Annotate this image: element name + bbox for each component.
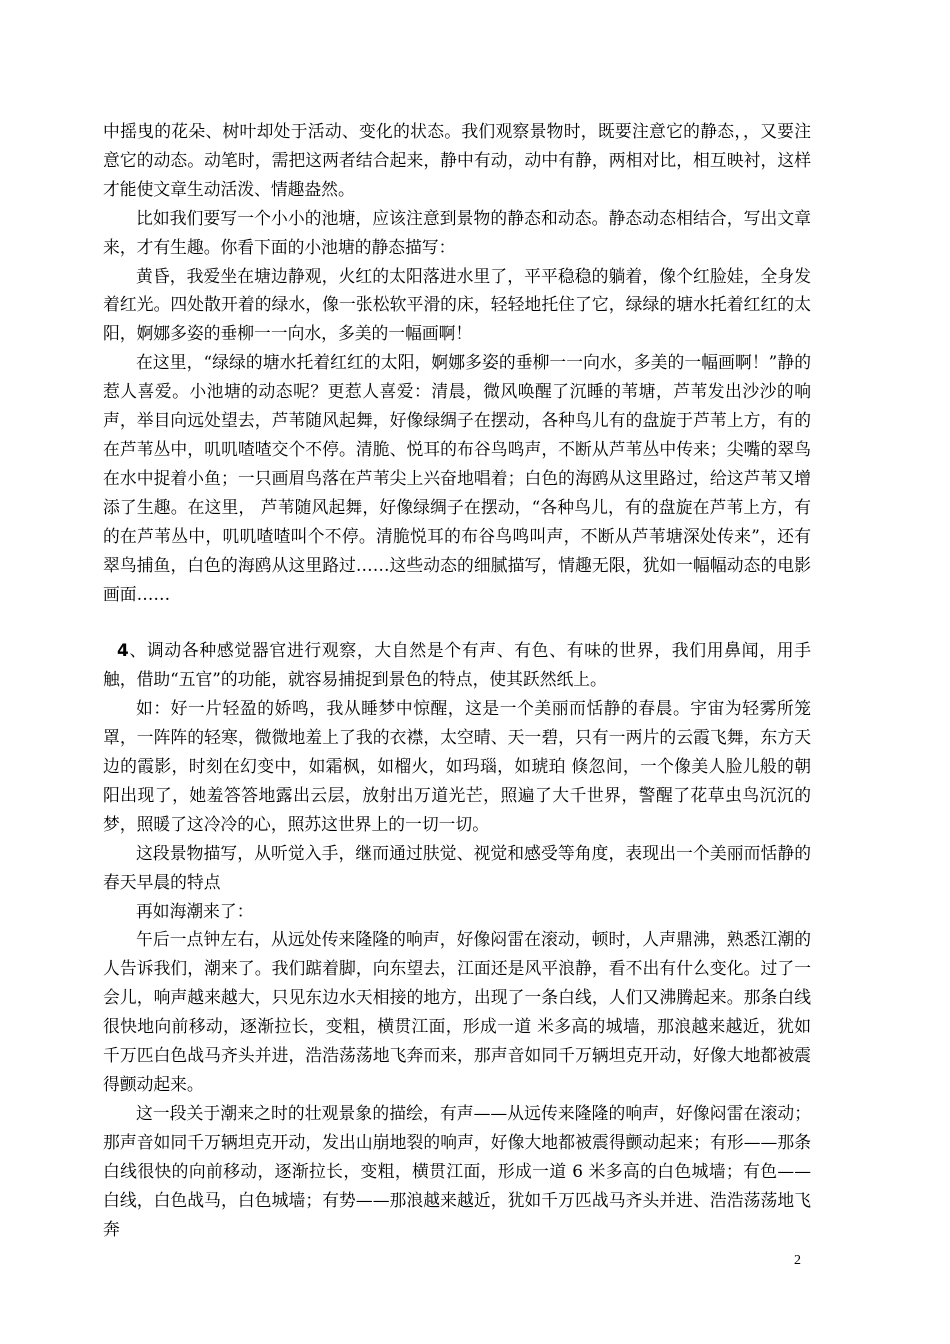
page-number: 2 [794,1253,801,1268]
paragraph: 再如海潮来了： [136,900,254,921]
paragraph: 这一段关于潮来之时的壮观景象的描绘，有声——从远传来隆隆的响声，好像闷雷在滚动；那声音如同千万辆坦克开动，发出山崩地裂的响声，好像大地都被震得颤动起来；有形——那条白线很快的向前移动，逐渐拉长，变粗，横贯江面，形成一道 6 米多高的白色城墙；有色——白线，白色战马，白色城墙；有势——那浪越来越近，犹如千万匹战马齐头并进、浩浩荡荡地飞奔 [103,1102,811,1239]
paragraph: 中摇曳的花朵、树叶却处于活动、变化的状态。我们观察景物时，既要注意它的静态，，又要注意它的动态。动笔时，需把这两者结合起来，静中有动，动中有静，两相对比，相互映衬，这样才能使文章生动活泼、情趣盎然。 [103,121,811,199]
section-number: 4 [117,640,129,661]
paragraph: 黄昏，我爱坐在塘边静观，火红的太阳落进水里了，平平稳稳的躺着，像个红脸娃，全身发着红光。四处散开着的绿水，像一张松软平滑的床，轻轻地托住了它，绿绿的塘水托着红红的太阳，婀娜多姿的垂柳一一向水，多美的一幅画啊！ [103,265,811,344]
paragraph: 比如我们要写一个小小的池塘，应该注意到景物的静态和动态。静态动态相结合，写出文章来，才有生趣。你看下面的小池塘的静态描写： [103,207,811,257]
paragraph: 这段景物描写，从听觉入手，继而通过肤觉、视觉和感受等角度，表现出一个美丽而恬静的春天早晨的特点 [103,842,811,892]
paragraph: 如：好一片轻盈的娇鸣，我从睡梦中惊醒，这是一个美丽而恬静的春晨。宇宙为轻雾所笼罩，一阵阵的轻寒，微微地羞上了我的衣襟，太空晴、天一碧，只有一两片的云霞飞舞，东方天边的霞影，时刻在幻变中，如霜枫，如榴火，如玛瑙，如琥珀 倏忽间，一个像美人脸儿般的朝阳出现了，她羞答答地露出云层，放射出万道光芒，照遍了大千世界，警醒了花草虫鸟沉沉的梦，照暖了这冷冷的心，照苏这世界上的一切一切。 [103,698,811,834]
paragraph: 在这里，“绿绿的塘水托着红红的太阳，婀娜多姿的垂柳一一向水，多美的一幅画啊！”静的惹人喜爱。小池塘的动态呢？更惹人喜爱：清晨，微风唤醒了沉睡的苇塘，芦苇发出沙沙的响声，举目向远处望去，芦苇随风起舞，好像绿绸子在摆动，各种鸟儿有的盘旋于芦苇上方，有的在芦苇丛中，叽叽喳喳交个不停。清脆、悦耳的布谷鸟鸣声，不断从芦苇丛中传来；尖嘴的翠鸟在水中捉着小鱼；一只画眉鸟落在芦苇尖上兴奋地唱着；白色的海鸥从这里路过，给这芦苇又增添了生趣。在这里， 芦苇随风起舞，好像绿绸子在摆动，“各种鸟儿，有的盘旋在芦苇上方，有的在芦苇丛中，叽叽喳喳叫个不停。清脆悦耳的布谷鸟鸣叫声，不断从芦苇塘深处传来”，还有翠鸟捕鱼，白色的海鸥从这里路过……这些动态的细腻描写，情趣无限，犹如一幅幅动态的电影画面…… [103,352,811,604]
paragraph: 午后一点钟左右，从远处传来隆隆的响声，好像闷雷在滚动，顿时，人声鼎沸，熟悉江潮的人告诉我们，潮来了。我们踮着脚，向东望去，江面还是风平浪静，看不出有什么变化。过了一会儿，响声越来越大，只见东边水天相接的地方，出现了一条白线，人们又沸腾起来。那条白线很快地向前移动，逐渐拉长，变粗，横贯江面，形成一道 米多高的城墙，那浪越来越近，犹如千万匹白色战马齐头并进，浩浩荡荡地飞奔而来，那声音如同千万辆坦克开动，好像大地都被震得颤动起来。 [103,929,811,1094]
section-heading-paragraph [103,636,811,694]
section-indent [103,640,117,660]
document-body [103,117,811,1243]
section-text: 、调动各种感觉器官进行观察，大自然是个有声、有色、有味的世界，我们用鼻闻，用手触，借助“五官”的功能，就容易捕捉到景色的特点，使其跃然纸上。 [103,640,811,690]
